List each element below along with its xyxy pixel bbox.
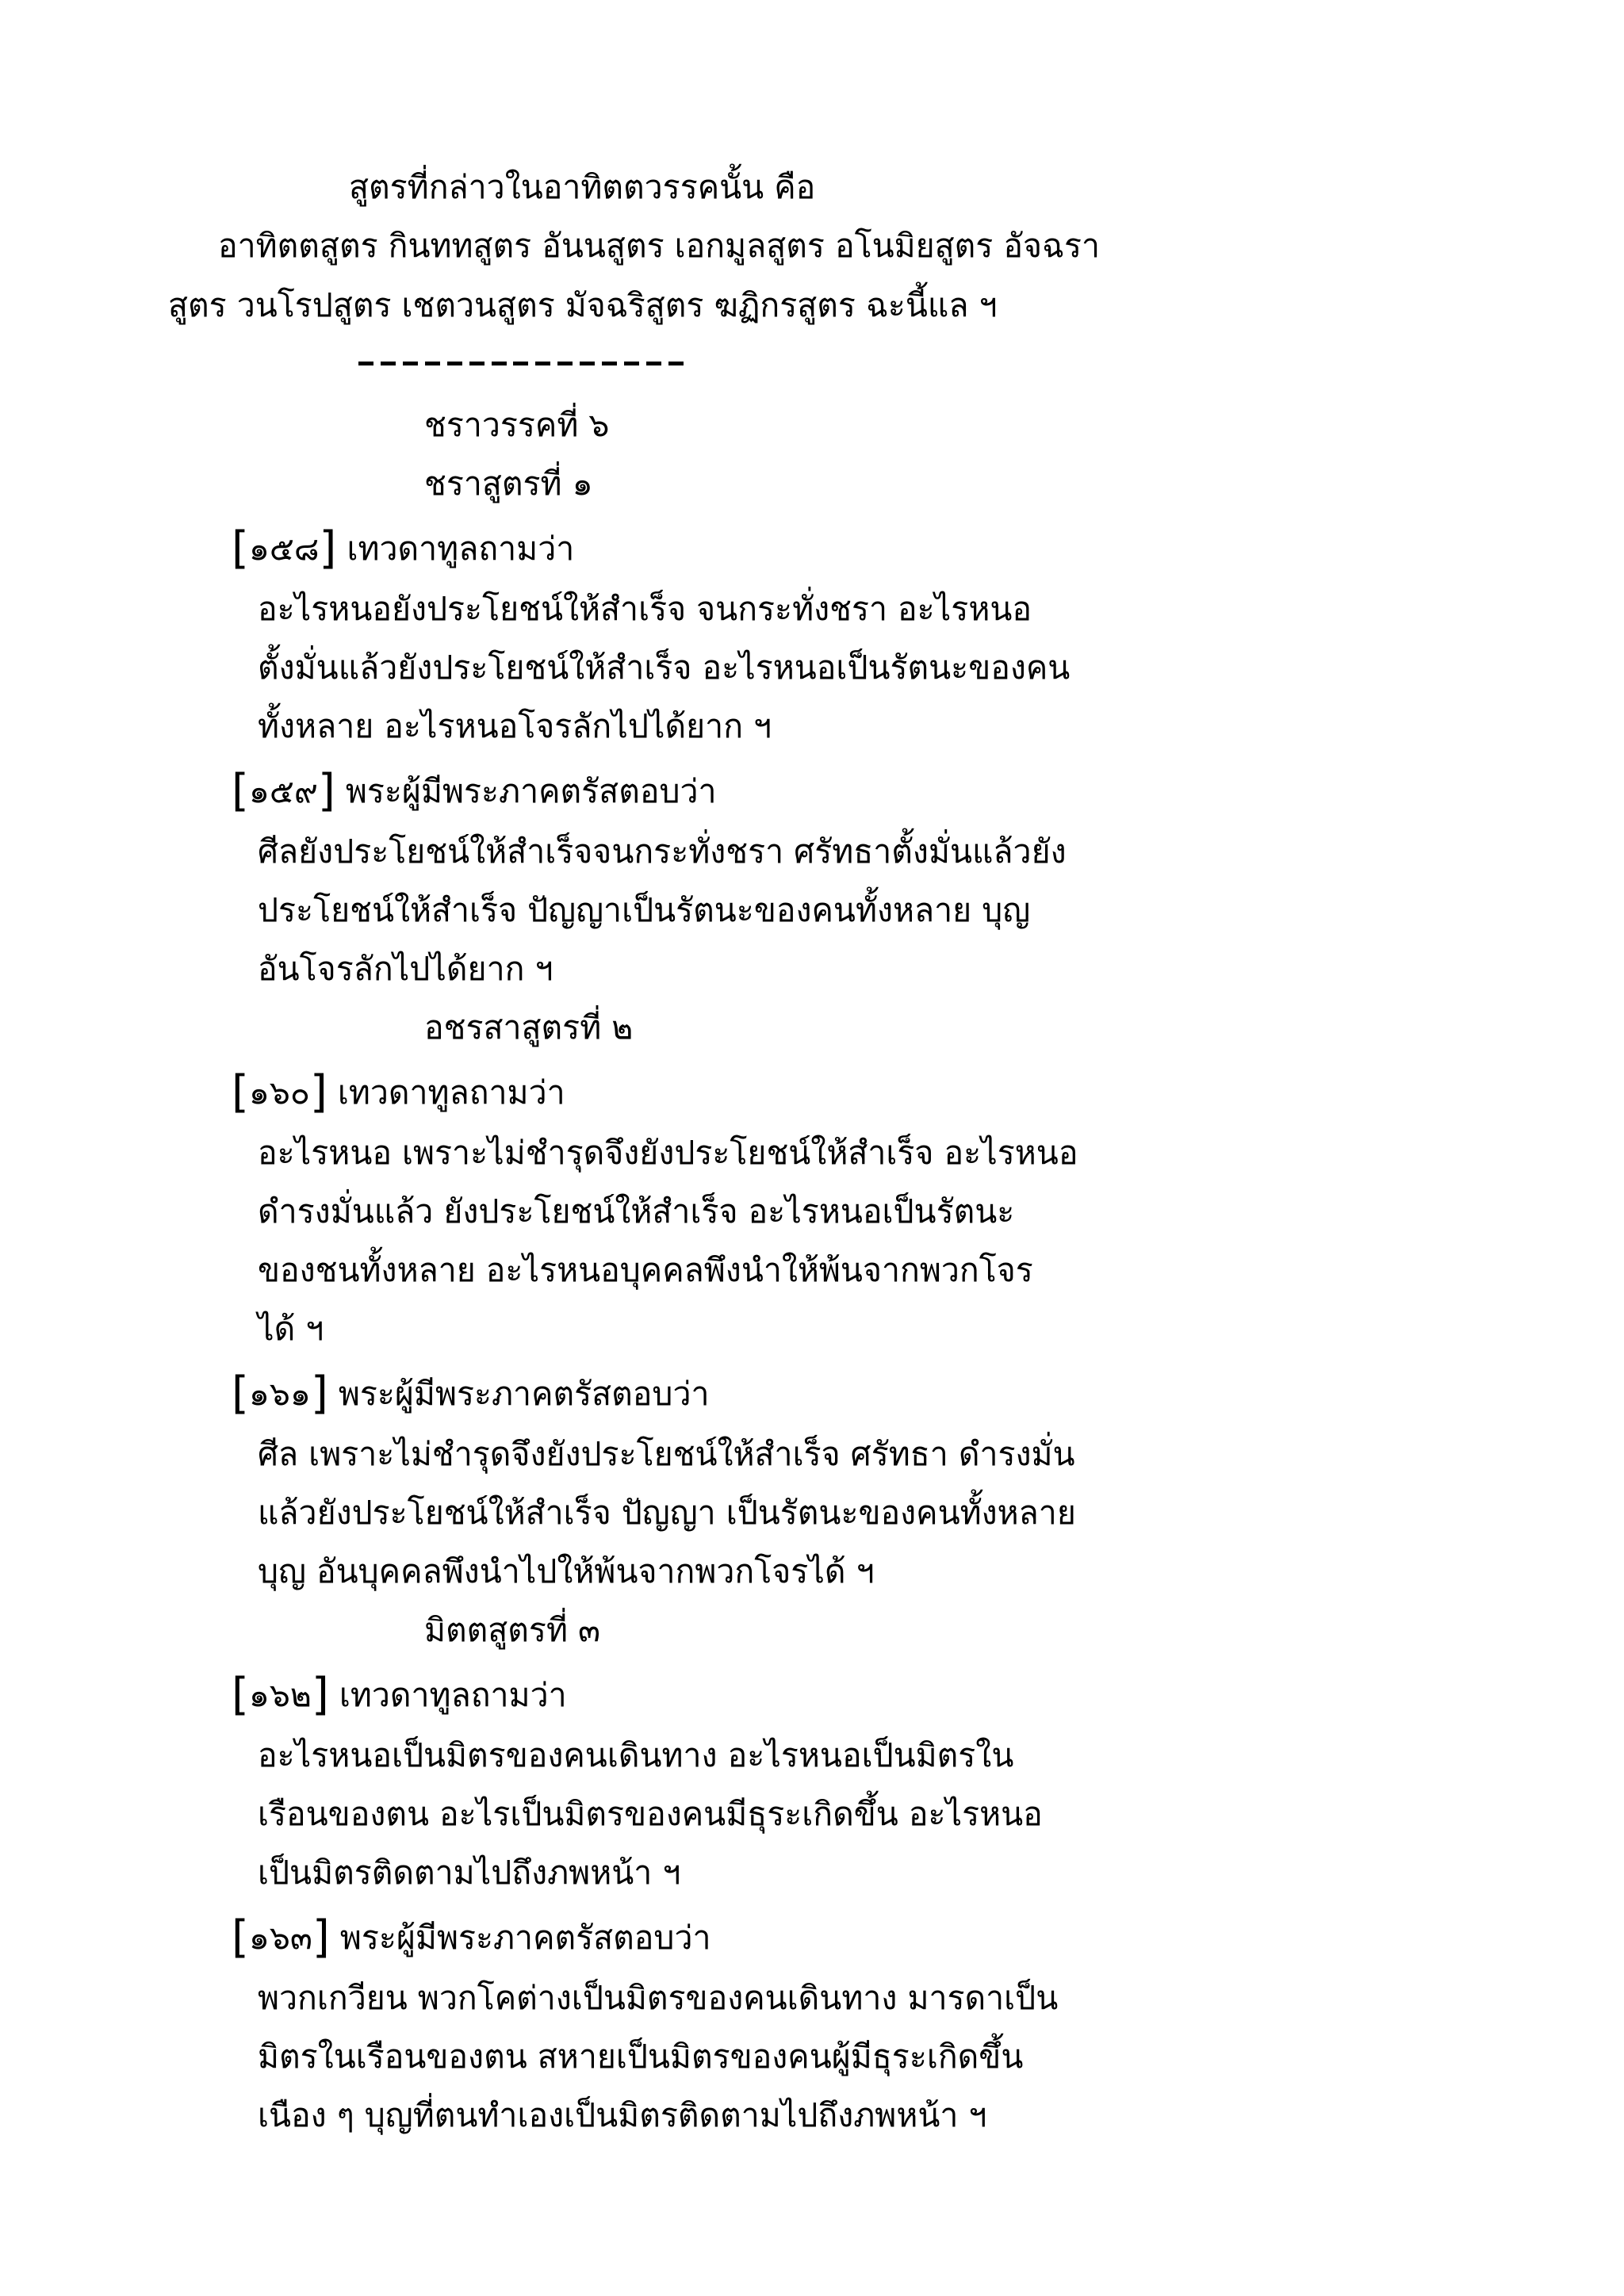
verse-line: บุญ อันบุคคลพึงนำไปให้พ้นจากพวกโจรได้ ฯ	[258, 1552, 875, 1590]
verse-close-bracket: ]	[310, 1368, 328, 1419]
verse-speaker: เทวดาทูลถามว่า	[339, 1676, 567, 1714]
verse-line: ตั้งมั่นแล้วยังประโยชน์ให้สำเร็จ อะไรหนอเป็นรัตนะของคน	[258, 649, 1071, 687]
verse-close-bracket: ]	[319, 522, 337, 574]
verse-speaker: พระผู้มีพระภาคตรัสตอบว่า	[338, 1375, 710, 1413]
header-line-1: สูตรที่กล่าวในอาทิตตวรรคนั้น คือ	[349, 168, 816, 206]
chapter-title: ชราวรรคที่ ๖	[424, 406, 610, 444]
verse-header	[232, 1066, 565, 1118]
verse-header	[232, 1911, 711, 1963]
verse-line: ของชนทั้งหลาย อะไรหนอบุคคลพึงนำให้พ้นจากพวกโจร	[258, 1251, 1033, 1289]
verse-close-bracket: ]	[317, 765, 335, 817]
sutta-title: อชรสาสูตรที่ ๒	[424, 1008, 634, 1047]
verse-close-bracket: ]	[312, 1911, 330, 1963]
verse-header	[232, 1671, 567, 1719]
verse-line: ศีลยังประโยชน์ให้สำเร็จจนกระทั่งชรา ศรัทธาตั้งมั่นแล้วยัง	[258, 832, 1067, 871]
verse-header	[232, 1370, 710, 1418]
verse-line: ทั้งหลาย อะไรหนอโจรลักไปได้ยาก ฯ	[258, 707, 772, 745]
verse-line: เป็นมิตรติดตามไปถึงภพหน้า ฯ	[258, 1854, 681, 1892]
verse-number: ๑๖๐	[248, 1073, 310, 1112]
verse-open-bracket: [	[232, 522, 249, 574]
sutta-title: ชราสูตรที่ ๑	[424, 465, 593, 503]
header-line-3: สูตร วนโรปสูตร เชตวนสูตร มัจฉริสูตร ฆฏิกรสูตร ฉะนี้แล ฯ	[168, 286, 998, 324]
verse-line: อะไรหนอ เพราะไม่ชำรุดจึงยังประโยชน์ให้สำเร็จ อะไรหนอ	[258, 1134, 1078, 1172]
verse-line: มิตรในเรือนของตน สหายเป็นมิตรของคนผู้มีธุระเกิดขึ้น	[258, 2038, 1024, 2076]
verse-header	[232, 522, 575, 574]
verse-line: ศีล เพราะไม่ชำรุดจึงยังประโยชน์ให้สำเร็จ ศรัทธา ดำรงมั่น	[258, 1435, 1075, 1473]
verse-line: อะไรหนอเป็นมิตรของคนเดินทาง อะไรหนอเป็นมิตรใน	[258, 1736, 1014, 1774]
verse-open-bracket: [	[232, 765, 249, 817]
verse-close-bracket: ]	[309, 1066, 327, 1118]
verse-line: แล้วยังประโยชน์ให้สำเร็จ ปัญญา เป็นรัตนะของคนทั้งหลาย	[258, 1494, 1076, 1532]
verse-speaker: เทวดาทูลถามว่า	[347, 530, 575, 568]
verse-header	[232, 767, 717, 815]
verse-line: เนือง ๆ บุญที่ตนทำเองเป็นมิตรติดตามไปถึงภพหน้า ฯ	[258, 2096, 987, 2134]
verse-line: ดำรงมั่นแล้ว ยังประโยชน์ให้สำเร็จ อะไรหนอเป็นรัตนะ	[258, 1192, 1015, 1230]
verse-number: ๑๖๑	[248, 1375, 311, 1413]
verse-open-bracket: [	[232, 1368, 249, 1419]
verse-open-bracket: [	[232, 1911, 249, 1963]
verse-number: ๑๖๒	[248, 1676, 312, 1714]
verse-number: ๑๕๙	[248, 772, 318, 810]
verse-line: เรือนของตน อะไรเป็นมิตรของคนมีธุระเกิดขึ้น อะไรหนอ	[258, 1795, 1043, 1833]
verse-speaker: พระผู้มีพระภาคตรัสตอบว่า	[345, 772, 717, 810]
verse-line: พวกเกวียน พวกโคต่างเป็นมิตรของคนเดินทาง มารดาเป็น	[258, 1979, 1059, 2017]
verse-line: อันโจรลักไปได้ยาก ฯ	[258, 950, 553, 988]
verse-open-bracket: [	[232, 1066, 249, 1118]
verse-line: ประโยชน์ให้สำเร็จ ปัญญาเป็นรัตนะของคนทั้งหลาย บุญ	[258, 891, 1031, 929]
verse-line: ได้ ฯ	[258, 1310, 324, 1348]
verse-speaker: เทวดาทูลถามว่า	[337, 1073, 565, 1112]
section-divider	[358, 347, 684, 379]
header-line-2: อาทิตตสูตร กินททสูตร อันนสูตร เอกมูลสูตร อโนมิยสูตร อัจฉรา	[218, 227, 1100, 265]
verse-open-bracket: [	[232, 1669, 249, 1720]
verse-number: ๑๖๓	[248, 1919, 312, 1957]
sutta-title: มิตตสูตรที่ ๓	[424, 1611, 601, 1649]
verse-close-bracket: ]	[311, 1669, 329, 1720]
verse-number: ๑๕๘	[248, 530, 320, 568]
verse-speaker: พระผู้มีพระภาคตรัสตอบว่า	[339, 1919, 711, 1957]
verse-line: อะไรหนอยังประโยชน์ให้สำเร็จ จนกระทั่งชรา อะไรหนอ	[258, 590, 1032, 628]
